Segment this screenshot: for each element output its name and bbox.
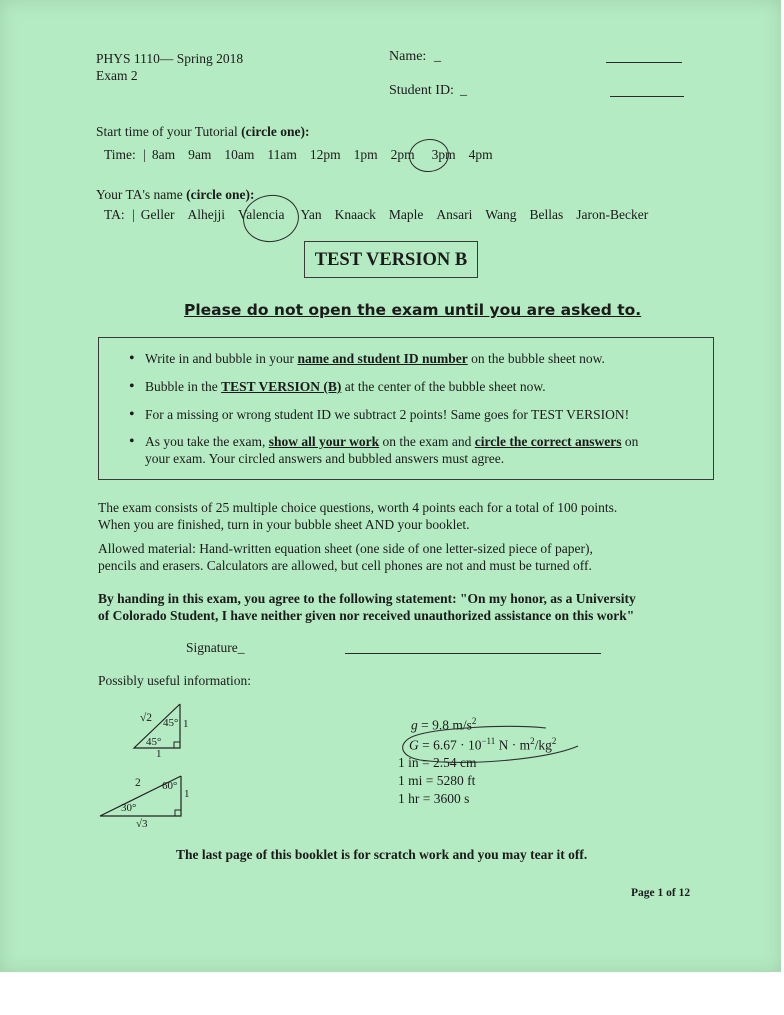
ta-option-ansari[interactable]: Ansari (436, 207, 473, 222)
exam-number: Exam 2 (96, 68, 138, 83)
instruction-text (145, 350, 605, 367)
honor-line: of Colorado Student, I have neither given nor received unauthorized assistance on this work" (98, 608, 635, 623)
useful-info-label: Possibly useful information: (98, 673, 251, 688)
tutorial-label: Time: (104, 147, 136, 162)
scratch-page-note: The last page of this booklet is for scratch work and you may tear it off. (176, 847, 588, 862)
tri45-right-side-label: 1 (183, 718, 189, 730)
student-id-value: _ (460, 83, 467, 98)
rules-line: When you are finished, turn in your bubble sheet AND your booklet. (98, 517, 470, 532)
tri45-top-angle-label: 45° (163, 717, 179, 729)
ta-option-knaack[interactable]: Knaack (334, 207, 376, 222)
hour-conversion: 1 hr = 3600 s (398, 791, 470, 806)
symbol: g (411, 717, 418, 733)
course-title: PHYS 1110— Spring 2018 (96, 51, 244, 66)
unit: /kg (534, 737, 552, 753)
text-run: on the exam and (379, 434, 475, 449)
tri30-hypotenuse-label: 2 (135, 777, 141, 789)
tutorial-prompt (96, 124, 309, 140)
tutorial-prompt-text: Start time of your Tutorial (96, 124, 238, 139)
ta-option-alhejji[interactable]: Alhejji (187, 207, 225, 222)
instruction-text (145, 378, 546, 395)
emphasis: TEST VERSION (B) (221, 379, 342, 394)
instruction-item (129, 433, 638, 467)
ta-prompt-circle-one: (circle one): (186, 187, 255, 202)
tri30-bottom-side-label: √3 (136, 818, 148, 830)
tutorial-option-8am[interactable]: 8am (151, 147, 176, 162)
ta-label: TA: (104, 207, 125, 222)
emphasis: circle the correct answers (474, 434, 622, 449)
value: = 6.67 · 10 (422, 737, 482, 753)
tutorial-option-3pm[interactable]: 3pm (431, 147, 456, 162)
ta-divider: | (132, 207, 135, 222)
symbol: G (409, 737, 419, 753)
tutorial-prompt-circle-one: (circle one): (241, 124, 310, 139)
honor-statement (98, 590, 636, 624)
ta-option-yan[interactable]: Yan (300, 207, 322, 222)
instruction-item (129, 350, 605, 367)
tutorial-option-12pm[interactable]: 12pm (309, 147, 341, 162)
tutorial-divider: | (143, 147, 146, 162)
signature-field[interactable] (345, 653, 601, 654)
honor-line: By handing in this exam, you agree to the following statement: "On my honor, as a University (98, 591, 636, 606)
name-field[interactable] (606, 62, 682, 63)
name-label: Name: (389, 49, 427, 64)
inch-conversion: 1 in = 2.54 cm (398, 755, 477, 770)
emphasis: name and student ID number (297, 351, 468, 366)
text-run: Write in and bubble in your (145, 351, 298, 366)
signature-label: Signature_ (186, 640, 245, 655)
exam-rules-paragraph (98, 499, 617, 533)
page-number: Page 1 of 12 (631, 887, 691, 899)
test-version-box: TEST VERSION B (304, 241, 478, 278)
bullet-dot: • (129, 433, 135, 450)
ta-option-geller[interactable]: Geller (140, 207, 175, 222)
right-angle-marker (175, 810, 181, 816)
tutorial-option-1pm[interactable]: 1pm (353, 147, 378, 162)
bullet-dot: • (129, 378, 135, 395)
ta-option-wang[interactable]: Wang (485, 207, 517, 222)
text-run: at the center of the bubble sheet now. (341, 379, 546, 394)
ta-option-valencia[interactable]: Valencia (237, 207, 285, 222)
ta-prompt (96, 187, 254, 203)
tutorial-option-2pm[interactable]: 2pm (390, 147, 415, 162)
do-not-open-warning: Please do not open the exam until you are asked to. (184, 301, 642, 319)
tutorial-option-11am[interactable]: 11am (267, 147, 297, 162)
tri45-hypotenuse-label: √2 (140, 712, 153, 724)
text-run: As you take the exam, (145, 434, 269, 449)
tutorial-option-10am[interactable]: 10am (224, 147, 255, 162)
exponent: −11 (481, 736, 496, 746)
exponent: 2 (551, 736, 557, 746)
rules-line: Allowed material: Hand-written equation sheet (one side of one letter-sized piece of paper), (98, 541, 593, 556)
rules-line: The exam consists of 25 multiple choice questions, worth 4 points each for a total of 100 points. (98, 500, 618, 515)
text-run: Bubble in the (145, 379, 222, 394)
tri30-top-angle-label: 60° (162, 780, 178, 792)
mile-conversion: 1 mi = 5280 ft (398, 773, 476, 788)
instruction-text (145, 433, 638, 467)
value: = 9.8 m/s (421, 717, 472, 733)
bullet-dot: • (129, 406, 135, 423)
ta-option-jaron-becker[interactable]: Jaron-Becker (576, 207, 649, 222)
ta-option-bellas[interactable]: Bellas (529, 207, 564, 222)
name-value: _ (434, 49, 441, 64)
instructions-box (98, 337, 714, 480)
tutorial-option-9am[interactable]: 9am (188, 147, 212, 162)
triangle-45-45-90-diagram (128, 702, 198, 762)
text-run: on the bubble sheet now. (467, 351, 605, 366)
text-run: on (621, 434, 639, 449)
bullet-dot: • (129, 350, 135, 367)
circled-2pm-mark (407, 137, 450, 174)
tri45-bottom-side-label: 1 (156, 748, 162, 760)
ta-options-row (104, 207, 661, 223)
student-id-field[interactable] (610, 96, 684, 97)
exponent: 2 (530, 736, 535, 746)
ta-prompt-text: Your TA's name (96, 187, 183, 202)
allowed-material-paragraph (98, 540, 593, 574)
right-angle-marker (174, 742, 180, 748)
instruction-item (129, 406, 629, 423)
text-run: your exam. Your circled answers and bubbled answers must agree. (145, 451, 505, 466)
tri45-left-angle-label: 45° (146, 736, 162, 748)
student-id-label: Student ID: (389, 83, 454, 98)
tri30-left-angle-label: 30° (121, 802, 137, 814)
tri30-right-side-label: 1 (184, 788, 190, 800)
instruction-text: For a missing or wrong student ID we subtract 2 points! Same goes for TEST VERSION! (145, 407, 630, 422)
tutorial-option-4pm[interactable]: 4pm (468, 147, 493, 162)
exponent: 2 (471, 716, 477, 726)
emphasis: show all your work (268, 434, 380, 449)
rules-line: pencils and erasers. Calculators are allowed, but cell phones are not and must be turned off. (98, 558, 592, 573)
unit: N · m (495, 737, 531, 753)
ta-option-maple[interactable]: Maple (388, 207, 424, 222)
instruction-item (129, 378, 546, 395)
